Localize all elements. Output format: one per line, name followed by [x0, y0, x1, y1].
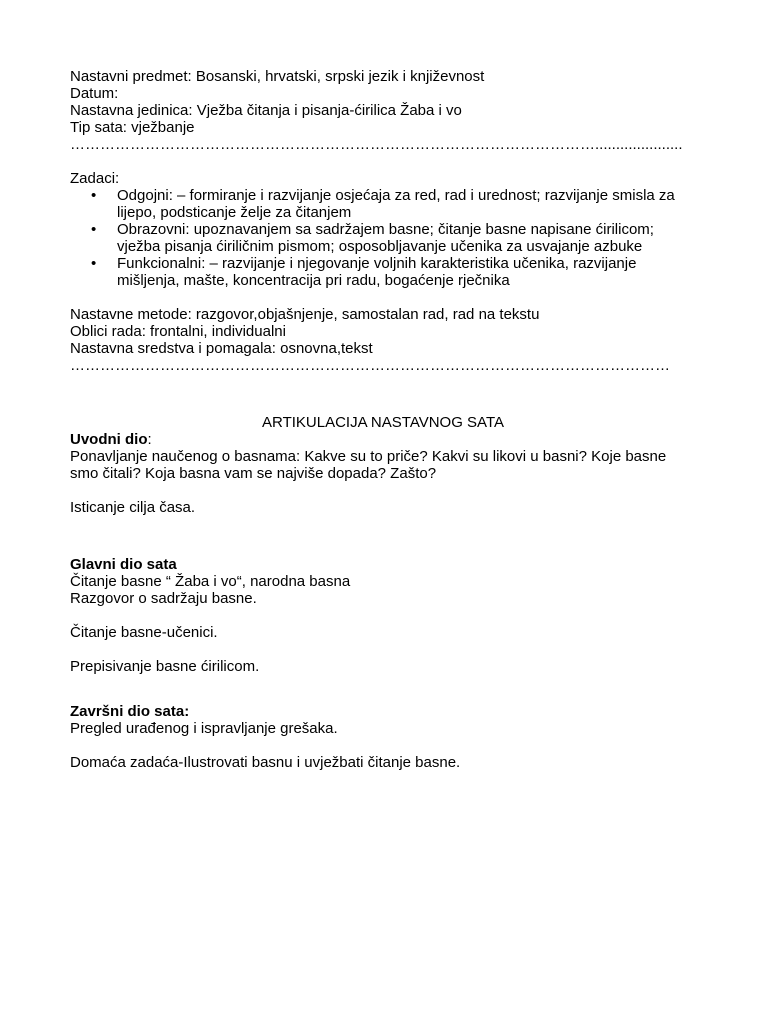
final-line-2: Domaća zadaća-Ilustrovati basnu i uvježbati čitanje basne.	[70, 754, 461, 771]
lesson-plan-document	[70, 68, 700, 771]
bullet-icon: •	[91, 255, 97, 272]
list-item	[70, 255, 697, 289]
dotted-separator: …………………………………………………………………………………………………………	[70, 357, 670, 374]
lesson-type-line: Tip sata: vježbanje	[70, 119, 195, 136]
intro-text: Ponavljanje naučenog o basnama: Kakve su to priče? Kakvi su likovi u basni? Koje basne smo čitali? Koja basna vam se najviše dopada? Zašto?	[70, 448, 667, 482]
spacer	[70, 289, 700, 306]
unit-line: Nastavna jedinica: Vježba čitanja i pisanja-ćirilica Žaba i vo	[70, 102, 462, 119]
task-text: Odgojni: – formiranje i razvijanje osjećaja za red, rad i urednost; razvijanje smisla za lijepo, podsticanje želje za čitanjem	[117, 187, 675, 221]
intro-goal: Isticanje cilja časa.	[70, 499, 196, 516]
spacer	[70, 641, 700, 658]
main-line-4: Prepisivanje basne ćirilicom.	[70, 658, 260, 675]
spacer	[70, 607, 700, 624]
articulation-title: ARTIKULACIJA NASTAVNOG SATA	[262, 414, 504, 431]
date-line: Datum:	[70, 85, 119, 102]
main-line-2: Razgovor o sadržaju basne.	[70, 590, 257, 607]
spacer	[70, 675, 700, 703]
intro-colon: :	[147, 431, 152, 448]
main-line-1: Čitanje basne “ Žaba i vo“, narodna basna	[70, 573, 351, 590]
main-line-3: Čitanje basne-učenici.	[70, 624, 218, 641]
intro-heading-line	[70, 431, 700, 448]
bullet-icon: •	[91, 221, 97, 238]
tasks-list	[70, 187, 700, 289]
subject-line: Nastavni predmet: Bosanski, hrvatski, srpski jezik i književnost	[70, 68, 485, 85]
forms-line: Oblici rada: frontalni, individualni	[70, 323, 286, 340]
dotted-separator: …………………………………………………………………………………………….....................	[70, 136, 683, 153]
task-text: Funkcionalni: – razvijanje i njegovanje voljnih karakteristika učenika, razvijanje mišljenja, mašte, koncentracija pri radu, bogaćenje rječnika	[117, 255, 637, 289]
spacer	[70, 153, 700, 170]
bullet-icon: •	[91, 187, 97, 204]
tasks-title: Zadaci:	[70, 170, 120, 187]
spacer	[70, 374, 700, 414]
spacer	[70, 482, 700, 499]
methods-line: Nastavne metode: razgovor,objašnjenje, samostalan rad, rad na tekstu	[70, 306, 540, 323]
resources-line: Nastavna sredstva i pomagala: osnovna,tekst	[70, 340, 373, 357]
task-text: Obrazovni: upoznavanjem sa sadržajem basne; čitanje basne napisane ćirilicom; vježba pisanja ćiriličnim pismom; osposobljavanje učenika za usvajanje azbuke	[117, 221, 654, 255]
final-line-1: Pregled urađenog i ispravljanje grešaka.	[70, 720, 338, 737]
intro-heading: Uvodni dio	[70, 431, 148, 448]
spacer	[70, 737, 700, 754]
final-heading: Završni dio sata:	[70, 703, 190, 720]
list-item	[70, 187, 697, 221]
list-item	[70, 221, 697, 255]
main-heading: Glavni dio sata	[70, 556, 177, 573]
spacer	[70, 516, 700, 556]
